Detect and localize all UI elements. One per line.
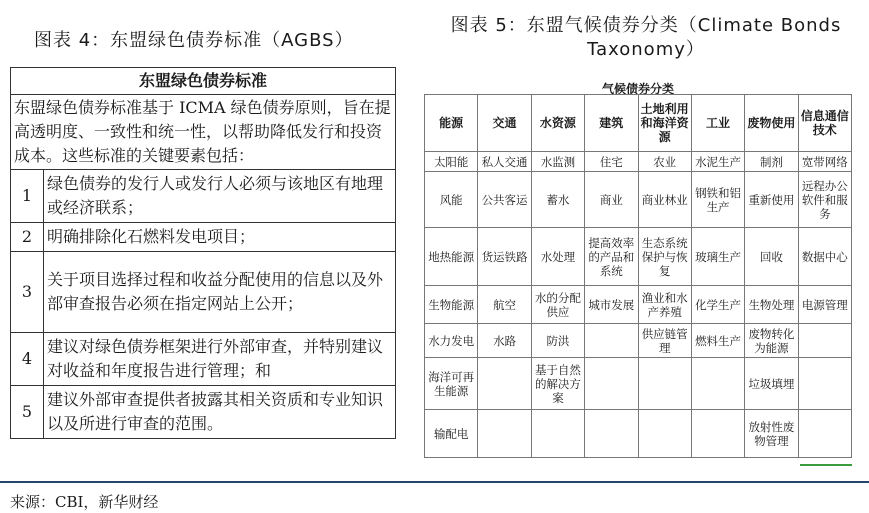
taxonomy-cell: 废物转化为能源 [745,324,798,358]
taxonomy-cell [798,358,851,410]
taxonomy-header-cell: 能源 [425,95,478,152]
taxonomy-cell: 私人交通 [478,152,531,172]
taxonomy-cell: 输配电 [425,410,478,458]
taxonomy-cell: 城市发展 [585,286,638,324]
taxonomy-cell: 防洪 [531,324,584,358]
taxonomy-cell: 商业 [585,172,638,228]
taxonomy-row [425,410,852,458]
taxonomy-cell: 水的分配供应 [531,286,584,324]
taxonomy-cell: 水力发电 [425,324,478,358]
taxonomy-cell [585,358,638,410]
taxonomy-cell: 燃料生产 [691,324,744,358]
taxonomy-cell: 航空 [478,286,531,324]
agbs-intro: 东盟绿色债券标准基于 ICMA 绿色债券原则，旨在提高透明度、一致性和统一性，以帮助降低发行和投资成本。这些标准的关键要素包括： [11,95,396,170]
taxonomy-cell [585,410,638,458]
source-note: 来源：CBI，新华财经 [10,493,159,511]
agbs-item [11,386,396,439]
agbs-item [11,223,396,252]
agbs-item [11,252,396,333]
agbs-item-text: 关于项目选择过程和收益分配使用的信息以及外部审查报告必须在指定网站上公开； [44,252,396,333]
taxonomy-cell: 放射性废物管理 [745,410,798,458]
taxonomy-cell: 化学生产 [691,286,744,324]
figure-4-title: 图表 4：东盟绿色债券标准（AGBS） [34,30,354,51]
agbs-item-number: 2 [11,223,44,252]
taxonomy-cell: 货运铁路 [478,228,531,286]
taxonomy-cell: 制剂 [745,152,798,172]
taxonomy-cell: 电源管理 [798,286,851,324]
agbs-header: 东盟绿色债券标准 [11,68,396,95]
taxonomy-row [425,152,852,172]
taxonomy-cell: 玻璃生产 [691,228,744,286]
agbs-item-number: 5 [11,386,44,439]
taxonomy-cell: 回收 [745,228,798,286]
taxonomy-cell: 提高效率的产品和系统 [585,228,638,286]
taxonomy-cell: 钢铁和铝生产 [691,172,744,228]
agbs-item-text: 建议对绿色债券框架进行外部审查，并特别建议对收益和年度报告进行管理；和 [44,333,396,386]
taxonomy-cell: 渔业和水产养殖 [638,286,691,324]
taxonomy-cell [531,410,584,458]
taxonomy-cell: 风能 [425,172,478,228]
agbs-item [11,333,396,386]
agbs-item-text: 建议外部审查提供者披露其相关资质和专业知识以及所进行审查的范围。 [44,386,396,439]
taxonomy-header-cell: 工业 [691,95,744,152]
taxonomy-cell: 地热能源 [425,228,478,286]
taxonomy-header-cell: 交通 [478,95,531,152]
taxonomy-cell: 农业 [638,152,691,172]
taxonomy-caption: 气候债券分类 [601,82,674,96]
taxonomy-cell: 数据中心 [798,228,851,286]
taxonomy-row [425,286,852,324]
taxonomy-cell [478,358,531,410]
taxonomy-cell [691,358,744,410]
taxonomy-cell: 商业林业 [638,172,691,228]
taxonomy-cell: 生物处理 [745,286,798,324]
climate-taxonomy-figure [424,78,852,466]
taxonomy-header-cell: 土地利用和海洋资源 [638,95,691,152]
taxonomy-cell [638,358,691,410]
agbs-item-text: 明确排除化石燃料发电项目； [44,223,396,252]
taxonomy-row [425,172,852,228]
agbs-item [11,170,396,223]
taxonomy-cell: 海洋可再生能源 [425,358,478,410]
taxonomy-cell: 住宅 [585,152,638,172]
taxonomy-row [425,324,852,358]
taxonomy-table [424,94,852,458]
taxonomy-cell: 蓄水 [531,172,584,228]
taxonomy-cell: 宽带网络 [798,152,851,172]
taxonomy-header-cell: 建筑 [585,95,638,152]
taxonomy-cell: 垃圾填埋 [745,358,798,410]
taxonomy-cell [585,324,638,358]
divider-line [0,481,869,483]
taxonomy-cell: 供应链管理 [638,324,691,358]
agbs-item-number: 1 [11,170,44,223]
taxonomy-row [425,358,852,410]
taxonomy-cell [638,410,691,458]
taxonomy-header-cell: 信息通信技术 [798,95,851,152]
taxonomy-cell [798,324,851,358]
taxonomy-cell: 公共客运 [478,172,531,228]
taxonomy-cell [478,410,531,458]
agbs-table [10,67,396,439]
taxonomy-cell: 生态系统保护与恢复 [638,228,691,286]
green-marker [800,464,852,466]
taxonomy-cell: 太阳能 [425,152,478,172]
agbs-item-number: 3 [11,252,44,333]
figure-5-title: 图表 5：东盟气候债券分类（Climate Bonds Taxonomy） [450,15,842,60]
taxonomy-cell: 水监测 [531,152,584,172]
taxonomy-cell [691,410,744,458]
taxonomy-row [425,228,852,286]
taxonomy-cell: 水路 [478,324,531,358]
agbs-item-number: 4 [11,333,44,386]
taxonomy-cell [798,410,851,458]
taxonomy-cell: 基于自然的解决方案 [531,358,584,410]
taxonomy-cell: 水处理 [531,228,584,286]
taxonomy-header-cell: 废物使用 [745,95,798,152]
taxonomy-header-cell: 水资源 [531,95,584,152]
taxonomy-cell: 生物能源 [425,286,478,324]
agbs-item-text: 绿色债券的发行人或发行人必须与该地区有地理或经济联系； [44,170,396,223]
taxonomy-cell: 水泥生产 [691,152,744,172]
taxonomy-cell: 远程办公软件和服务 [798,172,851,228]
taxonomy-cell: 重新使用 [745,172,798,228]
